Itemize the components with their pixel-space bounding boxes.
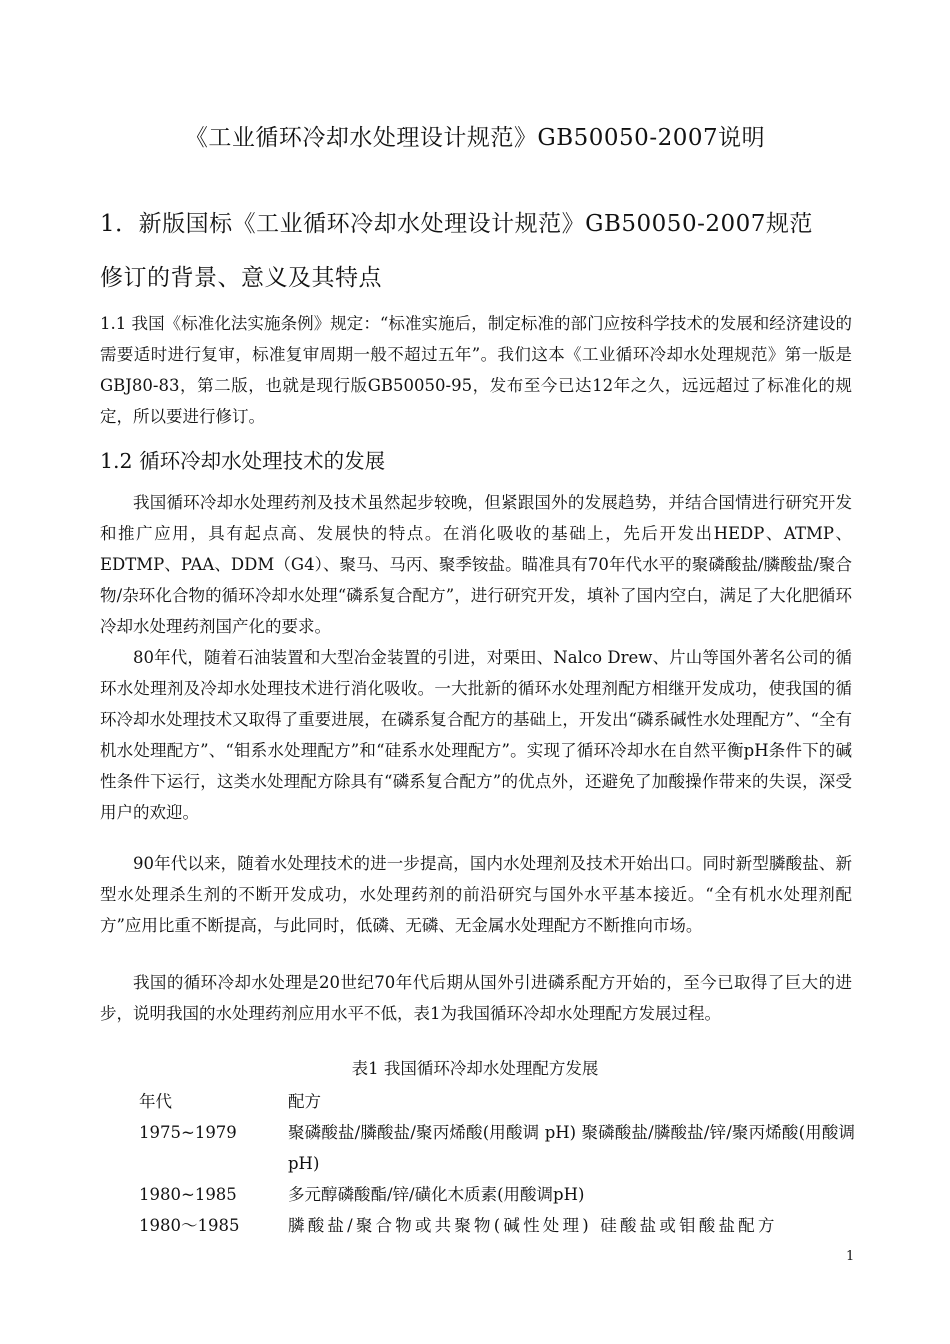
body-paragraph-3: 90年代以来，随着水处理技术的进一步提高，国内水处理剂及技术开始出口。同时新型膦酸盐、新型水处理杀生剂的不断开发成功，水处理药剂的前沿研究与国外水平基本接近。“全有机水处理剂配方”应用比重不断提高，与此同时，低磷、无磷、无金属水处理配方不断推向市场。 (100, 854, 852, 935)
table-cell-era: 1975~1979 (139, 1123, 237, 1142)
section-1-2-heading: 1.2 循环冷却水处理技术的发展 (100, 449, 386, 473)
section-1-heading-line-1: 1．新版国标《工业循环冷却水处理设计规范》GB50050-2007规范 (100, 211, 813, 237)
section-1-1-paragraph: 1.1 我国《标准化法实施条例》规定：“标准实施后，制定标准的部门应按科学技术的发展和经济建设的需要适时进行复审，标准复审周期一般不超过五年”。我们这本《工业循环冷却水处理规范》第一版是GBJ80-83，第二版，也就是现行版GB50050-95，发布至今已达12年之久，远远超过了标准化的规定，所以要进行修订。 (100, 314, 852, 426)
section-1-heading (100, 197, 860, 305)
section-1-heading-line-2: 修订的背景、意义及其特点 (100, 265, 382, 291)
table-cell-formula: 聚磷酸盐/膦酸盐/聚丙烯酸(用酸调 pH) 聚磷酸盐/膦酸盐/锌/聚丙烯酸(用酸调pH) (288, 1123, 855, 1173)
page-number: 1 (846, 1249, 855, 1264)
table-header-formula: 配方 (288, 1092, 321, 1111)
table-cell-formula: 膦酸盐/聚合物或共聚物(碱性处理) 硅酸盐或钼酸盐配方 (288, 1216, 778, 1235)
body-paragraph-4: 我国的循环冷却水处理是20世纪70年代后期从国外引进磷系配方开始的，至今已取得了巨大的进步，说明我国的水处理药剂应用水平不低，表1为我国循环冷却水处理配方发展过程。 (100, 973, 852, 1023)
table-header-era: 年代 (139, 1092, 172, 1111)
table-cell-era: 1980~1985 (139, 1185, 237, 1204)
body-paragraph-1: 我国循环冷却水处理药剂及技术虽然起步较晚，但紧跟国外的发展趋势，并结合国情进行研究开发和推广应用，具有起点高、发展快的特点。在消化吸收的基础上，先后开发出HEDP、ATMP、EDTMP、PAA、DDM（G4）、聚马、马丙、聚季铵盐。瞄准具有70年代水平的聚磷酸盐/膦酸盐/聚合物/杂环化合物的循环冷却水处理“磷系复合配方”，进行研究开发，填补了国内空白，满足了大化肥循环冷却水处理药剂国产化的要求。 (100, 493, 852, 636)
table-caption: 表1 我国循环冷却水处理配方发展 (351, 1059, 599, 1078)
table-cell-formula: 多元醇磷酸酯/锌/磺化木质素(用酸调pH) (288, 1185, 585, 1204)
table-cell-era: 1980～1985 (139, 1216, 240, 1235)
body-paragraph-2: 80年代，随着石油装置和大型冶金装置的引进，对栗田、Nalco Drew、片山等国外著名公司的循环水处理剂及冷却水处理技术进行消化吸收。一大批新的循环水处理剂配方相继开发成功，使我国的循环冷却水处理技术又取得了重要进展，在磷系复合配方的基础上，开发出“磷系碱性水处理配方”、“全有机水处理配方”、“钼系水处理配方”和“硅系水处理配方”。实现了循环冷却水在自然平衡pH条件下的碱性条件下运行，这类水处理配方除具有“磷系复合配方”的优点外，还避免了加酸操作带来的失误，深受用户的欢迎。 (100, 648, 852, 822)
document-title: 《工业循环冷却水处理设计规范》GB50050-2007说明 (184, 125, 766, 151)
